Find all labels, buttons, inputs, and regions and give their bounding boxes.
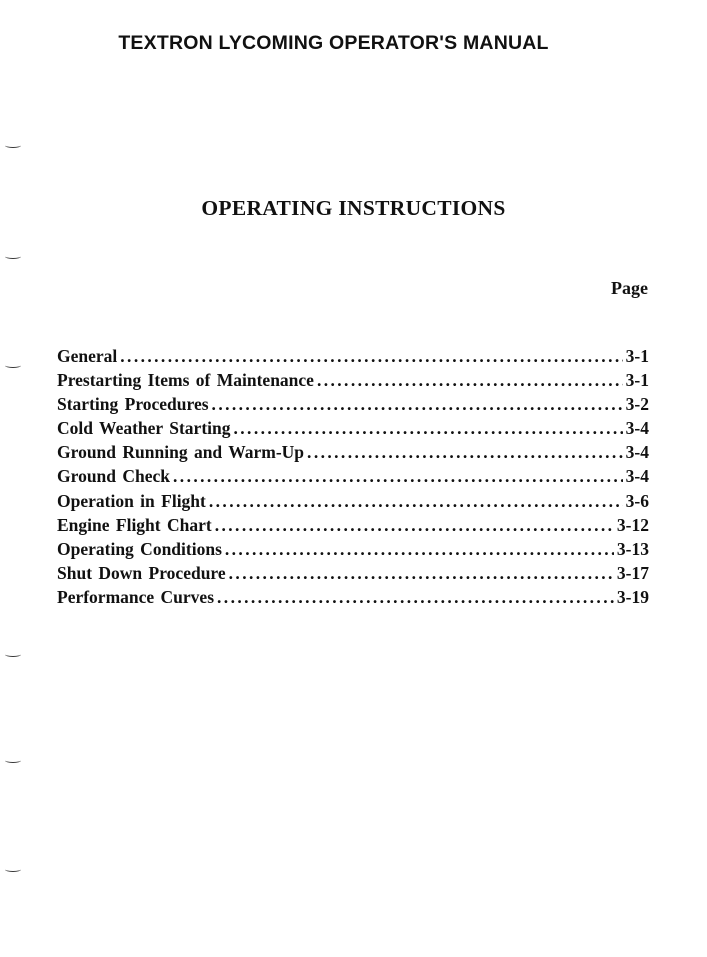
toc-entry-page: 3-4 [625,442,649,463]
toc-entry-title: Prestarting Items of Maintenance [57,370,314,391]
toc-entry-title: Ground Running and Warm-Up [57,442,305,463]
toc-entry-page: 3-13 [616,538,649,559]
toc-entry-title: Operation in Flight [57,490,206,511]
toc-entry-title: Performance Curves [57,586,215,607]
toc-entry-title: Cold Weather Starting [57,418,231,439]
toc-entry[interactable] [57,561,649,585]
toc-entry-title: Ground Check [57,466,171,487]
dot-leader [212,392,623,416]
binder-hole-mark [5,363,21,368]
manual-header: TEXTRON LYCOMING OPERATOR'S MANUAL [118,32,549,54]
dot-leader [215,513,614,537]
binder-hole-mark [5,143,21,148]
dot-leader [209,489,623,513]
dot-leader [307,440,623,464]
toc-entry[interactable] [57,440,649,464]
toc-entry[interactable] [57,392,649,416]
binder-hole-mark [5,867,21,872]
page-column-label: Page [611,278,648,298]
toc-entry-page: 3-6 [625,490,649,511]
toc-entry-page: 3-2 [625,394,649,415]
binder-hole-mark [5,254,21,259]
toc-entry[interactable] [57,537,649,561]
toc-entry-title: Starting Procedures [57,394,209,415]
toc-entry-page: 3-1 [625,370,649,391]
toc-entry-title: General [57,346,118,366]
toc-entry-page: 3-4 [625,418,649,439]
table-of-contents [57,344,649,609]
toc-entry[interactable] [57,464,649,488]
toc-entry-page: 3-12 [616,514,649,535]
toc-entry-title: Shut Down Procedure [57,562,226,583]
toc-entry-page: 3-19 [616,586,649,607]
toc-entry[interactable] [57,585,649,609]
toc-entry-page: 3-1 [625,346,649,366]
dot-leader [317,368,623,392]
toc-entry[interactable] [57,368,649,392]
toc-entry[interactable] [57,513,649,537]
toc-entry[interactable] [57,344,649,368]
toc-entry-title: Engine Flight Chart [57,514,212,535]
binder-hole-mark [5,652,21,657]
dot-leader [217,585,614,609]
dot-leader [234,416,623,440]
toc-entry-page: 3-4 [625,466,649,487]
toc-entry-title: Operating Conditions [57,538,222,559]
dot-leader [173,464,623,488]
dot-leader [120,344,622,368]
dot-leader [225,537,614,561]
section-title: OPERATING INSTRUCTIONS [201,196,506,220]
dot-leader [229,561,614,585]
toc-entry[interactable] [57,489,649,513]
toc-entry-page: 3-17 [616,562,649,583]
binder-hole-mark [5,758,21,763]
toc-entry[interactable] [57,416,649,440]
